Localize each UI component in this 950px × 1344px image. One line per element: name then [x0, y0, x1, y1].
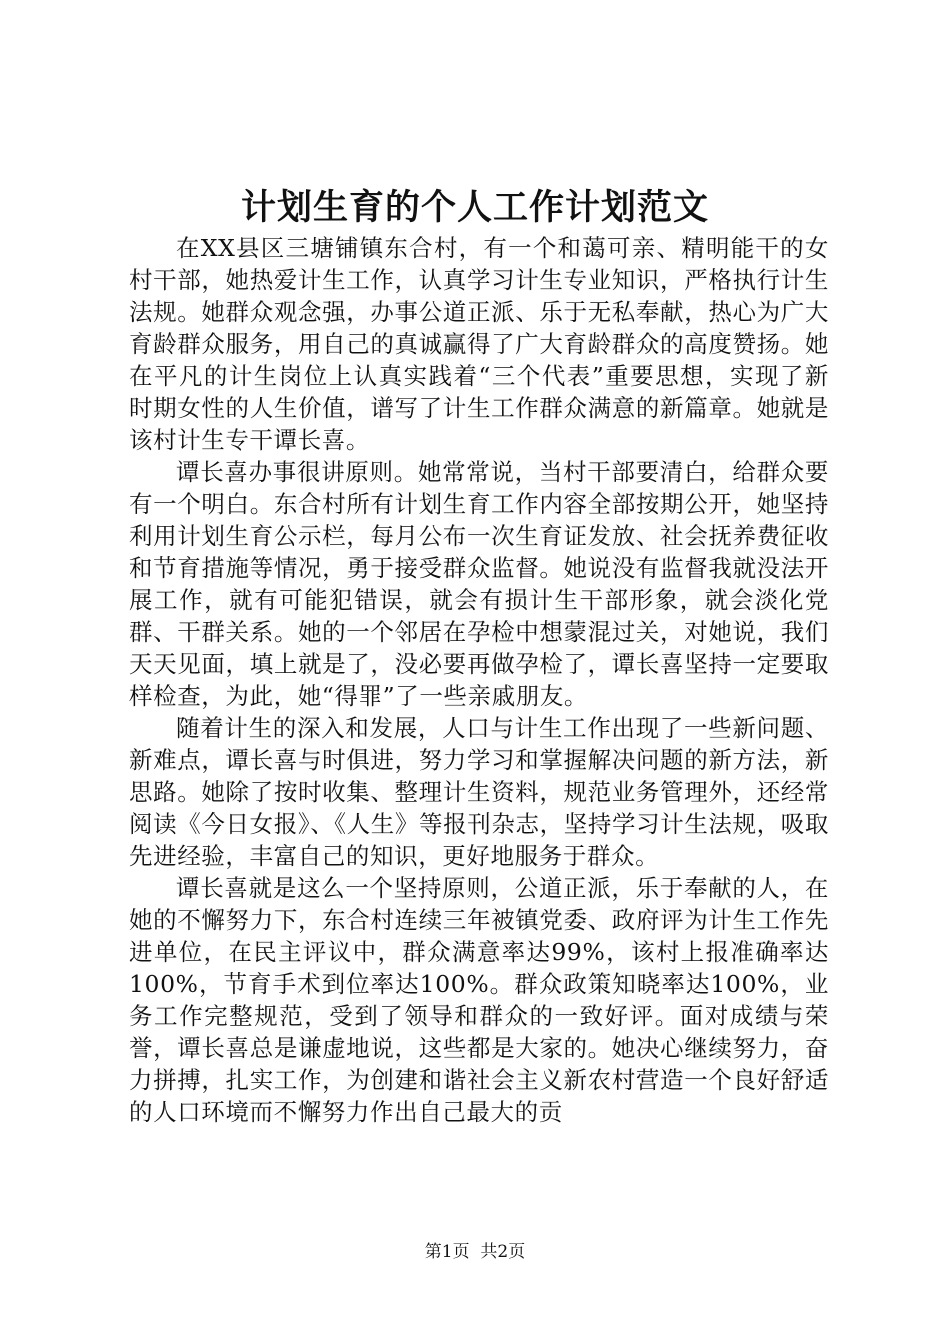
page-footer: [0, 1240, 950, 1264]
paragraph-2: 谭长喜办事很讲原则。她常常说，当村干部要清白，给群众要有一个明白。东合村所有计划生育工作内容全部按期公开，她坚持利用计划生育公示栏，每月公布一次生育证发放、社会抚养费征收和节育措施等情况，勇于接受群众监督。她说没有监督我就没法开展工作，就有可能犯错误，就会有损计生干部形象，就会淡化党群、干群关系。她的一个邻居在孕检中想蒙混过关，对她说，我们天天见面，填上就是了，没必要再做孕检了，谭长喜坚持一定要取样检查，为此，她“得罪”了一些亲戚朋友。: [129, 458, 829, 710]
paragraph-4: 谭长喜就是这么一个坚持原则，公道正派，乐于奉献的人，在她的不懈努力下，东合村连续三年被镇党委、政府评为计生工作先进单位，在民主评议中，群众满意率达99%，该村上报准确率达100%，节育手术到位率达100%。群众政策知晓率达100%，业务工作完整规范，受到了领导和群众的一致好评。面对成绩与荣誉，谭长喜总是谦虚地说，这些都是大家的。她决心继续努力，奋力拼搏，扎实工作，为创建和谐社会主义新农村营造一个良好舒适的人口环境而不懈努力作出自己最大的贡: [129, 874, 829, 1126]
document-title: 计划生育的个人工作计划范文: [240, 187, 709, 228]
page-number: 第1页: [424, 1242, 470, 1262]
paragraph-3: 随着计生的深入和发展，人口与计生工作出现了一些新问题、新难点，谭长喜与时俱进，努力学习和掌握解决问题的新方法，新思路。她除了按时收集、整理计生资料，规范业务管理外，还经常阅读《今日女报》、《人生》等报刊杂志，坚持学习计生法规，吸取先进经验，丰富自己的知识，更好地服务于群众。: [129, 714, 829, 870]
page-total: 共2页: [480, 1242, 526, 1262]
paragraph-1: 在XX县区三塘铺镇东合村，有一个和蔼可亲、精明能干的女村干部，她热爱计生工作，认真学习计生专业知识，严格执行计生法规。她群众观念强，办事公道正派、乐于无私奉献，热心为广大育龄群众服务，用自己的真诚赢得了广大育龄群众的高度赞扬。她在平凡的计生岗位上认真实践着“三个代表”重要思想，实现了新时期女性的人生价值，谱写了计生工作群众满意的新篇章。她就是该村计生专干谭长喜。: [129, 234, 829, 454]
document-body: [129, 232, 829, 1128]
footer-spacer: [470, 1242, 481, 1262]
